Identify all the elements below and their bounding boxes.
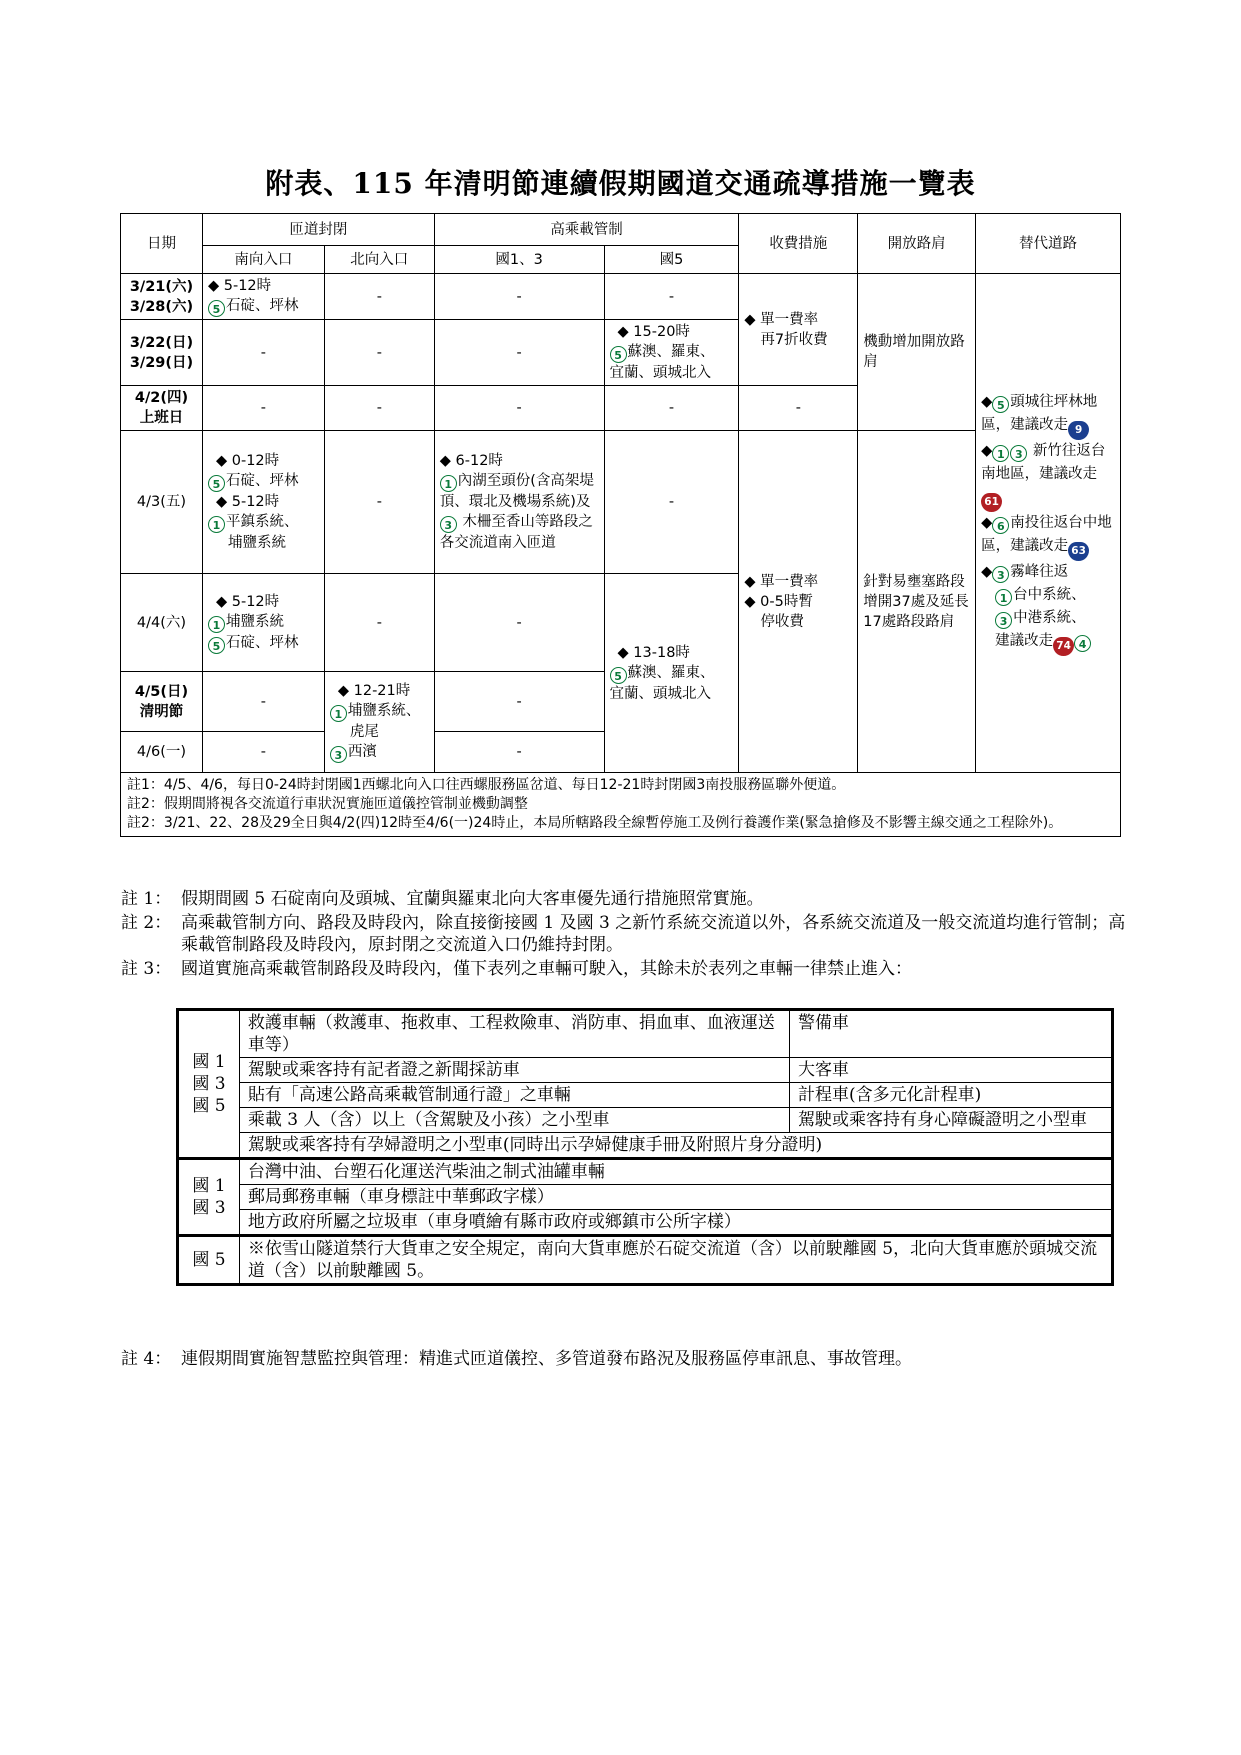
alt-route-text: 霧峰往返 xyxy=(1010,563,1069,580)
header-hov-n5: 國5 xyxy=(604,246,739,274)
expressway-63-shield-icon: 63 xyxy=(1068,542,1089,561)
vehicle-type: 貼有「高速公路高乘載管制通行證」之車輛 xyxy=(239,1083,789,1108)
header-northbound: 北向入口 xyxy=(324,246,434,274)
vehicle-type: 大客車 xyxy=(790,1058,1113,1083)
time-text: ◆ 5-12時 xyxy=(207,278,272,294)
northbound-cell: - xyxy=(324,274,434,320)
table-row xyxy=(178,1236,1113,1285)
note-label: 註 1： xyxy=(121,889,172,909)
hov-n1-3-cell: - xyxy=(434,732,604,773)
date-text: 3/21(六) xyxy=(129,278,194,295)
hov-n5-cell: - xyxy=(604,386,739,431)
note-label: 註 3： xyxy=(121,959,172,979)
northbound-cell: - xyxy=(324,431,434,574)
toll-cell: - xyxy=(739,386,858,431)
highway-label: 國 5 xyxy=(192,1096,226,1116)
header-hov-n1-3: 國1、3 xyxy=(434,246,604,274)
route-5-shield-icon: 5 xyxy=(208,475,225,492)
expressway-74-shield-icon: 74 xyxy=(1053,637,1074,656)
toll-text: ◆ 0-5時暫 xyxy=(744,593,813,610)
hov-n1-3-cell: - xyxy=(434,574,604,672)
route-3-shield-icon: 3 xyxy=(995,612,1012,629)
date-text: 4/2(四) xyxy=(134,390,189,406)
route-6-shield-icon: 6 xyxy=(992,517,1009,534)
notes-block xyxy=(121,888,1131,980)
toll-text: ◆ 單一費率 xyxy=(744,573,819,590)
table-notes-cell xyxy=(121,773,1121,837)
ramp-text: 埔鹽系統 xyxy=(227,535,286,551)
southbound-cell xyxy=(202,574,324,672)
route-1-shield-icon: 1 xyxy=(440,475,457,492)
southbound-cell xyxy=(202,431,324,574)
hov-n5-cell xyxy=(604,574,739,773)
southbound-cell: - xyxy=(202,320,324,386)
toll-cell xyxy=(739,274,858,386)
vehicle-type: 台灣中油、台塑石化運送汽柴油之制式油罐車輛 xyxy=(239,1159,1112,1185)
hov-n1-3-cell: - xyxy=(434,274,604,320)
toll-text: 再7折收費 xyxy=(760,331,828,348)
table-notes-row xyxy=(121,773,1121,837)
note-text: 假期間國 5 石碇南向及頭城、宜蘭與羅東北向大客車優先通行措施照常實施。 xyxy=(181,889,764,909)
table-row xyxy=(178,1058,1113,1083)
note-1 xyxy=(121,888,1131,910)
northbound-cell: - xyxy=(324,386,434,431)
date-cell xyxy=(121,386,203,431)
ramp-text: 內湖至頭份(含高架堤頂、環北及機場系統)及 xyxy=(439,473,594,510)
date-cell xyxy=(121,274,203,320)
table-row xyxy=(121,274,1121,320)
expressway-61-shield-icon: 61 xyxy=(981,493,1002,512)
vehicle-type: 地方政府所屬之垃圾車（車身噴繪有縣市政府或鄉鎮市公所字樣） xyxy=(239,1210,1112,1236)
table-row xyxy=(121,431,1121,574)
header-alt-route: 替代道路 xyxy=(976,214,1121,274)
header-ramp-closure: 匝道封閉 xyxy=(202,214,434,246)
time-text: ◆ 5-12時 xyxy=(215,494,280,510)
route-1-shield-icon: 1 xyxy=(208,616,225,633)
table-row xyxy=(178,1159,1113,1185)
ramp-text: 石碇、坪林 xyxy=(225,634,299,651)
alt-route-text: 頭城往坪林地區，建議改走 xyxy=(981,393,1098,433)
date-text: 3/22(日) xyxy=(129,334,194,351)
vehicle-type: 計程車(含多元化計程車) xyxy=(790,1083,1113,1108)
date-text: 3/28(六) xyxy=(129,298,194,315)
expressway-9-shield-icon: 9 xyxy=(1068,421,1089,440)
route-3-shield-icon: 3 xyxy=(992,566,1009,583)
ramp-text: 宜蘭、頭城北入 xyxy=(609,365,712,381)
table-row xyxy=(178,1185,1113,1210)
time-text: ◆ 12-21時 xyxy=(337,683,411,699)
highway-label: 國 5 xyxy=(178,1236,240,1285)
date-text: 3/29(日) xyxy=(129,354,194,371)
hov-n5-cell: - xyxy=(604,431,739,574)
vehicle-type: 駕駛或乘客持有身心障礙證明之小型車 xyxy=(790,1108,1113,1133)
date-text: 清明節 xyxy=(139,703,184,720)
route-1-shield-icon: 1 xyxy=(995,589,1012,606)
time-text: ◆ 6-12時 xyxy=(439,453,503,469)
route-1-shield-icon: 1 xyxy=(208,516,225,533)
note-text: 高乘載管制方向、路段及時段內，除直接銜接國 1 及國 3 之新竹系統交流道以外，各系統交流道及一般交流道均進行管制；高乘載管制路段及時段內，原封閉之交流道入口仍維持封閉。 xyxy=(181,913,1126,955)
ramp-text: 宜蘭、頭城北入 xyxy=(609,685,712,702)
date-text: 4/5(日) xyxy=(134,683,189,700)
note-label: 註 2： xyxy=(121,913,172,933)
alt-route-text: 南投往返台中地區，建議改走 xyxy=(981,514,1112,554)
alt-route-text: 台中系統、 xyxy=(1013,586,1086,603)
northbound-cell: - xyxy=(324,574,434,672)
northbound-cell: - xyxy=(324,320,434,386)
hov-n1-3-cell xyxy=(434,431,604,574)
note-3 xyxy=(121,958,1131,980)
alt-route-cell: ◆ 5 頭城往坪林地區，建議改走 9 ◆ 1 3 新竹往返台南地區，建議改走61 ◆ 6 南投往返台中地區，建議改走 63 ◆ 3 霧峰往返 1 台中系統、 3 中港系統、 建議改走 74 4 xyxy=(976,274,1121,773)
highway-cell xyxy=(178,1010,240,1159)
shoulder-cell: 機動增加開放路肩 xyxy=(858,274,976,431)
time-text: ◆ 13-18時 xyxy=(617,644,690,661)
route-3-shield-icon: 3 xyxy=(1010,445,1027,462)
alt-route-text: 新竹往返台南地區，建議改走 xyxy=(981,442,1106,482)
ramp-text: 石碇、坪林 xyxy=(225,298,299,314)
table-row xyxy=(178,1210,1113,1236)
route-3-shield-icon: 3 xyxy=(440,516,457,533)
route-5-shield-icon: 5 xyxy=(610,667,627,684)
southbound-cell: - xyxy=(202,732,324,773)
time-text: ◆ 5-12時 xyxy=(215,593,280,610)
route-4-shield-icon: 4 xyxy=(1074,635,1091,652)
table-row xyxy=(178,1010,1113,1058)
ramp-text: 埔鹽系統、 xyxy=(347,703,421,719)
date-cell: 4/4(六) xyxy=(121,574,203,672)
ramp-text: 蘇澳、羅東、 xyxy=(627,344,715,360)
route-1-shield-icon: 1 xyxy=(992,445,1009,462)
note-label: 註 4： xyxy=(121,1349,172,1369)
note-4-block xyxy=(121,1340,1131,1378)
highway-label: 國 3 xyxy=(192,1074,226,1094)
ramp-text: 虎尾 xyxy=(349,724,379,740)
ramp-text: 木柵至香山等路段之各交流道南入匝道 xyxy=(439,514,593,551)
traffic-measures-table xyxy=(120,213,1121,837)
ramp-text: 蘇澳、羅東、 xyxy=(627,664,715,681)
vehicle-type: 警備車 xyxy=(790,1010,1113,1058)
route-5-shield-icon: 5 xyxy=(208,637,225,654)
date-cell xyxy=(121,672,203,732)
highway-label: 國 1 xyxy=(192,1176,226,1196)
southbound-cell xyxy=(202,274,324,320)
hov-n1-3-cell: - xyxy=(434,386,604,431)
header-toll: 收費措施 xyxy=(739,214,858,274)
table-note: 註2：3/21、22、28及29全日與4/2(四)12時至4/6(一)24時止，本局所轄路段全線暫停施工及例行養護作業(緊急搶修及不影響主線交通之工程除外)。 xyxy=(127,815,1063,831)
highway-label: 國 3 xyxy=(192,1198,226,1218)
date-text: 上班日 xyxy=(139,410,184,426)
highway-label: 國 1 xyxy=(192,1052,226,1072)
southbound-cell: - xyxy=(202,386,324,431)
header-hov: 高乘載管制 xyxy=(434,214,739,246)
date-cell: 4/6(一) xyxy=(121,732,203,773)
route-5-shield-icon: 5 xyxy=(610,346,627,363)
vehicle-type: 駕駛或乘客持有孕婦證明之小型車(同時出示孕婦健康手冊及附照片身分證明) xyxy=(239,1133,1112,1159)
table-note: 註2：假期間將視各交流道行車狀況實施匝道儀控管制並機動調整 xyxy=(127,796,528,812)
hov-n5-cell: - xyxy=(604,274,739,320)
vehicle-type: 乘載 3 人（含）以上（含駕駛及小孩）之小型車 xyxy=(239,1108,789,1133)
header-shoulder: 開放路肩 xyxy=(858,214,976,274)
permitted-vehicles-table xyxy=(176,1008,1114,1286)
date-cell: 4/3(五) xyxy=(121,431,203,574)
hov-n5-cell xyxy=(604,320,739,386)
table-note: 註1：4/5、4/6，每日0-24時封閉國1西螺北向入口往西螺服務區岔道、每日12-21時封閉國3南投服務區聯外便道。 xyxy=(127,777,846,793)
shoulder-cell: 針對易壅塞路段增開37處及延長17處路段路肩 xyxy=(858,431,976,773)
ramp-text: 埔鹽系統 xyxy=(225,613,284,630)
page-title: 附表、115 年清明節連續假期國道交通疏導措施一覽表 xyxy=(265,167,976,200)
date-cell xyxy=(121,320,203,386)
route-5-shield-icon: 5 xyxy=(208,300,225,317)
route-1-shield-icon: 1 xyxy=(330,705,347,722)
header-southbound: 南向入口 xyxy=(202,246,324,274)
ramp-text: 平鎮系統、 xyxy=(225,514,299,530)
vehicle-type: ※依雪山隧道禁行大貨車之安全規定，南向大貨車應於石碇交流道（含）以前駛離國 5，北向大貨車應於頭城交流道（含）以前駛離國 5。 xyxy=(239,1236,1112,1285)
vehicle-type: 救護車輛（救護車、拖救車、工程救險車、消防車、捐血車、血液運送車等） xyxy=(239,1010,789,1058)
time-text: ◆ 0-12時 xyxy=(215,453,280,469)
hov-n1-3-cell: - xyxy=(434,320,604,386)
toll-text: 停收費 xyxy=(760,613,804,630)
note-4 xyxy=(121,1340,1131,1378)
route-3-shield-icon: 3 xyxy=(330,746,347,763)
vehicle-type: 郵局郵務車輛（車身標註中華郵政字樣） xyxy=(239,1185,1112,1210)
note-text: 國道實施高乘載管制路段及時段內，僅下表列之車輛可駛入，其餘未於表列之車輛一律禁止進入： xyxy=(181,959,912,979)
table-row xyxy=(178,1108,1113,1133)
toll-text: ◆ 單一費率 xyxy=(744,311,819,328)
alt-route-text: 中港系統、 xyxy=(1013,609,1086,626)
header-date: 日期 xyxy=(121,214,203,274)
note-text: 連假期間實施智慧監控與管理：精進式匝道儀控、多管道發布路況及服務區停車訊息、事故管理。 xyxy=(181,1349,912,1369)
alt-route-text: 建議改走 xyxy=(995,632,1054,649)
note-2 xyxy=(121,912,1131,956)
vehicle-type: 駕駛或乘客持有記者證之新聞採訪車 xyxy=(239,1058,789,1083)
highway-cell xyxy=(178,1159,240,1236)
southbound-cell: - xyxy=(202,672,324,732)
ramp-text: 石碇、坪林 xyxy=(225,473,299,489)
route-5-shield-icon: 5 xyxy=(992,396,1009,413)
northbound-cell xyxy=(324,672,434,773)
toll-cell xyxy=(739,431,858,773)
hov-n1-3-cell: - xyxy=(434,672,604,732)
table-row xyxy=(178,1083,1113,1108)
ramp-text: 西濱 xyxy=(347,744,377,760)
table-row xyxy=(178,1133,1113,1159)
time-text: ◆ 15-20時 xyxy=(617,324,690,340)
